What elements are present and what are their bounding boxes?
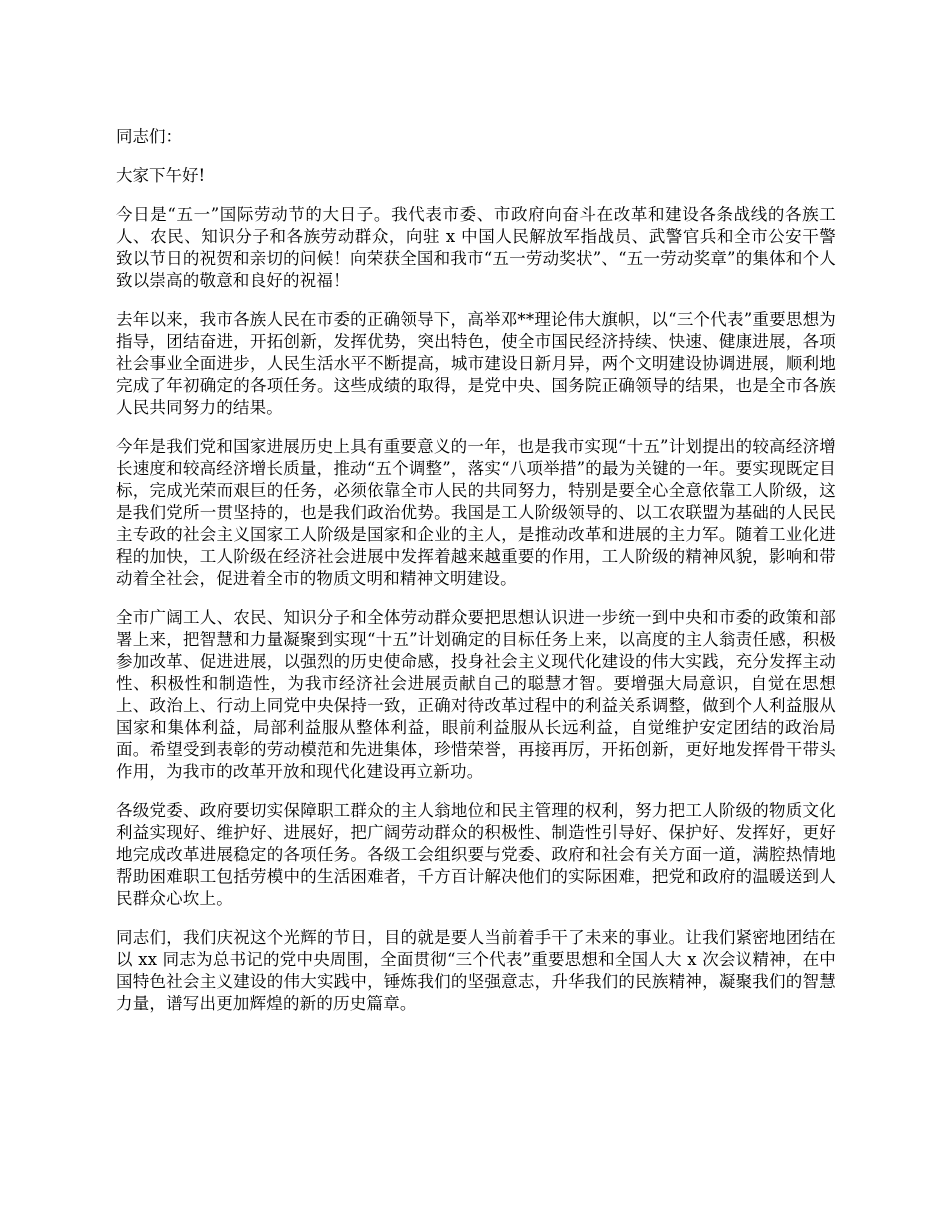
document-page [116,126,836,1032]
paragraph-5: 各级党委、政府要切实保障职工群众的主人翁地位和民主管理的权利，努力把工人阶级的物质文化利益实现好、维护好、进展好，把广阔劳动群众的积极性、制造性引导好、保护好、发挥好，更好地完成改革进展稳定的各项任务。各级工会组织要与党委、政府和社会有关方面一道，满腔热情地帮助困难职工包括劳模中的生活困难者，千方百计解决他们的实际困难，把党和政府的温暖送到人民群众心坎上。 [116,801,836,908]
salutation: 同志们： [116,127,182,146]
paragraph-4: 全市广阔工人、农民、知识分子和全体劳动群众要把思想认识进一步统一到中央和市委的政策和部署上来，把智慧和力量凝聚到实现“十五”计划确定的目标任务上来，以高度的主人翁责任感，积极参加改革、促进进展，以强烈的历史使命感，投身社会主义现代化建设的伟大实践，充分发挥主动性、积极性和制造性，为我市经济社会进展贡献自己的聪慧才智。要增强大局意识，自觉在思想上、政治上、行动上同党中央保持一致，正确对待改革过程中的利益关系调整，做到个人利益服从国家和集体利益，局部利益服从整体利益，眼前利益服从长远利益，自觉维护安定团结的政治局面。希望受到表彰的劳动模范和先进集体，珍惜荣誉，再接再厉，开拓创新，更好地发挥骨干带头作用，为我市的改革开放和现代化建设再立新功。 [116,608,836,781]
paragraph-2: 去年以来，我市各族人民在市委的正确领导下，高举邓**理论伟大旗帜，以“三个代表”重要思想为指导，团结奋进，开拓创新，发挥优势，突出特色，使全市国民经济持续、快速、健康进展，各项社会事业全面进步，人民生活水平不断提高，城市建设日新月异，两个文明建设协调进展，顺利地完成了年初确定的各项任务。这些成绩的取得，是党中央、国务院正确领导的结果，也是全市各族人民共同努力的结果。 [116,310,836,417]
paragraph-3: 今年是我们党和国家进展历史上具有重要意义的一年，也是我市实现“十五”计划提出的较高经济增长速度和较高经济增长质量，推动“五个调整”，落实“八项举措”的最为关键的一年。要实现既定目标，完成光荣而艰巨的任务，必须依靠全市人民的共同努力，特别是要全心全意依靠工人阶级，这是我们党所一贯坚持的，也是我们政治优势。我国是工人阶级领导的、以工农联盟为基础的人民民主专政的社会主义国家工人阶级是国家和企业的主人，是推动改革和进展的主力军。随着工业化进程的加快，工人阶级在经济社会进展中发挥着越来越重要的作用，工人阶级的精神风貌，影响和带动着全社会，促进着全市的物质文明和精神文明建设。 [116,437,836,588]
greeting: 大家下午好! [116,166,206,185]
paragraph-1: 今日是“五一”国际劳动节的大日子。我代表市委、市政府向奋斗在改革和建设各条战线的各族工人、农民、知识分子和各族劳动群众，向驻 x 中国人民解放军指战员、武警官兵和全市公安干警致以节日的祝贺和亲切的问候！向荣获全国和我市“五一劳动奖状”、“五一劳动奖章”的集体和个人致以崇高的敬意和良好的祝福！ [116,205,836,290]
paragraph-6: 同志们，我们庆祝这个光辉的节日，目的就是要人当前着手干了未来的事业。让我们紧密地团结在以 xx 同志为总书记的党中央周围，全面贯彻“三个代表”重要思想和全国人大 x 次会议精神，在中国特色社会主义建设的伟大实践中，锤炼我们的坚强意志，升华我们的民族精神，凝聚我们的智慧力量，谱写出更加辉煌的新的历史篇章。 [116,928,836,1013]
